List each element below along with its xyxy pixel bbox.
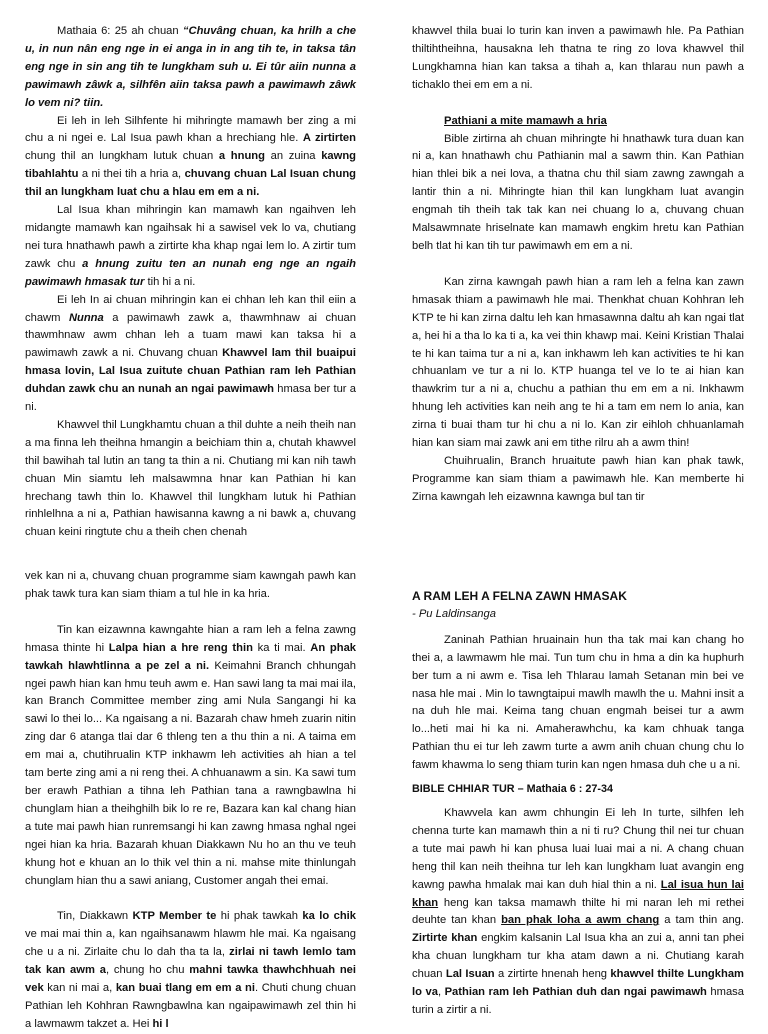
paragraph bbox=[412, 805, 744, 1020]
bold-italic-text: a hnung zuitu ten an nunah eng nge an ngaih pawimawh hmasak tur bbox=[25, 257, 356, 288]
bold-text: kan buai tlang em em a ni bbox=[115, 982, 255, 995]
bold-text: hi l bbox=[152, 1017, 169, 1030]
text-run: chung thil an lungkham lutuk chuan bbox=[25, 150, 219, 163]
bible-reference: BIBLE CHHIAR TUR – Mathaia 6 : 27-34 bbox=[412, 783, 613, 796]
article-title: A RAM LEH A FELNA ZAWN HMASAK bbox=[412, 589, 627, 603]
paragraph bbox=[25, 417, 356, 542]
paragraph bbox=[25, 908, 356, 1033]
bold-text: KTP Member te bbox=[132, 910, 217, 923]
text-run: Tin, Diakkawn bbox=[57, 910, 133, 923]
text-run: ve mai mai thin a, kan ngaihsanawm hlawm hle mai. Ka ngaisang che u a ni. Zirlaite chu lo dah tha ta la, bbox=[25, 928, 356, 959]
text-run: heng kan taksa mamawh thilte hi mi naran leh mi rethei deuhte tan khan bbox=[412, 896, 744, 927]
bold-text: ka lo chik bbox=[302, 910, 356, 923]
top-right-column bbox=[412, 23, 744, 515]
paragraph bbox=[25, 113, 356, 203]
text-run: a tam thin ang. bbox=[659, 914, 744, 927]
paragraph: Zaninah Pathian hruainain hun tha tak mai kan chang ho thei a, a lawmawm hle mai. Tun tum chu in hma a din ka huphurh ber tum a ni awm e. Tisa leh Thlarau lamah Setanan min bei ve nasa hle mai . Min lo tawngtaipui mawlh mawlh the u. Mahni insit a na duh hle mai. Keima tang chuan engmah beisei tur a awm lo...heti mai hi ka ni. Amaherawhchu, ka kam chhuak tanga Pathian thu ei tur leh zawm turte a awm anih chuan chung chu lo fawm khawma lo seng thiam turin kan ngen hmasa duh che u a ni. bbox=[412, 633, 744, 772]
text-run: , chung ho chu bbox=[105, 964, 190, 977]
bold-text: An phak tawkah hlawhtlinna a pe zel a ni. bbox=[25, 641, 357, 672]
bold-text: chuvang chuan Lal Isuan chung thil an lungkham luat chu a hlau em em a ni. bbox=[25, 168, 357, 199]
text-run: a ni thei tih a hria a, bbox=[78, 168, 185, 181]
text-run: . Chuti chung chuan Pathian leh Kohhran Rawngbawlna kan ngaipawimawh zel thin hi a lawmawm takzet a. Hei bbox=[25, 982, 356, 1030]
text-run: hmasa ber tur a ni. bbox=[25, 383, 356, 414]
text-run: Ei leh in leh Silhfente hi mihringte mamawh ber zing a mi chu a ni ngei e. Lal Isua pawh khan a hrechiang hle. bbox=[25, 114, 356, 145]
bold-text: Zirtirte khan bbox=[412, 932, 478, 945]
paragraph bbox=[25, 23, 356, 113]
bold-underline-text: Lal isua hun lai khan bbox=[412, 878, 744, 909]
text-run: ka ti mai. bbox=[252, 641, 311, 654]
bottom-left-column bbox=[25, 568, 357, 1030]
text-run: kan ni mai a, bbox=[43, 982, 116, 995]
spacer bbox=[412, 256, 744, 274]
bold-text: mahni tawka thawhchhuah nei vek bbox=[25, 964, 356, 995]
bold-text: Lalpa hian a hre reng thin bbox=[108, 641, 253, 654]
paragraph: khawvel thila buai lo turin kan inven a pawimawh hle. Pa Pathian thiltihtheihna, hausakna leh thatna te ring zo lova khawvel thil Lungkhamna hian kan taksa a tihah a, kan thlarau nun pawh a tichaklo thei em em a ni. bbox=[412, 25, 744, 91]
subheading: Pathiani a mite mamawh a hria bbox=[444, 114, 607, 127]
bold-text: zirlai ni tawh lemlo tam tak kan awm a bbox=[25, 946, 357, 977]
text-run: Mathaia 6: 25 ah chuan bbox=[57, 25, 183, 37]
paragraph: vek kan ni a, chuvang chuan programme siam kawngah pawh kan phak tawk tura kan siam thiam a tul hle in ka hria. bbox=[25, 570, 356, 600]
text-run: an zuina bbox=[264, 150, 322, 163]
article-author: - Pu Laldinsanga bbox=[412, 607, 496, 620]
subheading-line bbox=[412, 113, 744, 131]
top-left-column bbox=[25, 23, 357, 539]
bold-text: a hnung bbox=[218, 150, 265, 163]
bold-text: khawvel thilte Lungkham lo va bbox=[412, 968, 744, 999]
text-run: a zirtirte hnenah heng bbox=[494, 968, 611, 981]
text-run: Lal Isua khan mihringin kan mamawh kan ngaihven leh midangte mamawh kan ngaihsak hi a sawisel vek lo va, chutiang nei tura hnathawh pawh a zirtirte kha khap ngai lem lo. A zirtir tum zawk chu bbox=[25, 204, 356, 270]
text-run: Khawvel thil Lungkhamtu chuan a thil duhte a neih theih nan a ma finna leh theihna hmangin a beichiam thin a, chutah khawvel thil bawihah tal lutin an tang ta thin a ni. Chutiang mi kan nih tawh chuan Min siamtu leh malsawmna hnar kan Pathian hi kan hrechang tawh thin lo. Khawvel thil lungkham lutuk hi Pathian rinhlelhna a ni a, Pathian hawisanna kawng a ni bawk a, chuvang chuan keini ringtute chu a theih chen chenah bbox=[25, 418, 356, 539]
text-run: tih hi a ni. bbox=[144, 275, 196, 288]
quote-text: “Chuvâng chuan, ka hrilh a che u, in nun nân eng nge in ei anga in in ang tih te, in taksa tân eng nge in sin ang tih te lungkham suh u. Ei tûr aiin nunna a pawimawh zâwk a, silhfên aiin taksa pawh a pawimawh zâwk lo vem ni? tiin. bbox=[25, 25, 356, 109]
text-run: Khawvela kan awm chhungin Ei leh In turte, silhfen leh chenna turte kan mamawh thin a ni ti ru? Chung thil nei tur chuan a tute mai pawh hi kan phusa luai luai mai a ni. A chang chuan heng thil kan neih theihna tur leh kan lungkham luat avangin eng kawng pawha hmalak mai kan duh hial thin a ni. bbox=[412, 806, 744, 891]
bold-underline-text: ban phak loha a awm chang bbox=[501, 914, 660, 927]
bold-text: Pathian ram leh Pathian duh dan ngai pawimawh bbox=[444, 986, 707, 999]
bold-italic-text: Nunna bbox=[68, 311, 104, 324]
text-run: Ei leh In ai chuan mihringin kan ei chhan leh kan thil eiin a chawm bbox=[25, 293, 356, 324]
bold-text: kawng tibahlahtu bbox=[25, 150, 357, 181]
text-run: , bbox=[437, 986, 445, 999]
text-run: Tin kan eizawnna kawngahte hian a ram leh a felna zawng hmasa thinte hi bbox=[25, 623, 356, 654]
paragraph bbox=[25, 292, 356, 417]
paragraph: Kan zirna kawngah pawh hian a ram leh a felna kan zawn hmasak thiam a pawimawh hle mai. Thenkhat chuan Kohhran leh KTP te hi kan zirna daltu leh kan hmasawnna daltu ah kan ngai tlat a, hei hi a tha lo ka ti a, ka vei thin khawp mai. Keini Kristian Thalai te hi kan taima tur a ni a, kan inkhawm leh kan activities te hi kan chhuanlam ve tur a ni lo. KTP huanga tel ve lo te ai hian kan thawkrim tur a ni a, chuchu a pathian thu em em a ni. Inkhawm hhung leh activities kan neih ang te hi a tam em nem lo ania, kan zirna ti buai tham tur hi chu a ni lo. Kan zir eihloh chhuanlamah hian kan siam mai zawk ani em tithe rilru ah a awm thin! bbox=[412, 275, 744, 450]
text-run: engkim kalsanin Lal Isua kha an zui a, anni tan phei kha chuan lungkham tur kha atam dawn a ni. Chutiang karah chuan bbox=[412, 932, 744, 981]
paragraph: Bible zirtirna ah chuan mihringte hi hnathawk tura duan kan ni a, kan hnathawh chu Pathianin mal a sawm thin. Kan Pathian hian thlei bik a nei lova, a thatna chu thil siam zawng zawngah a lantir thin a ni. Mihringte hian thil kan lungkham luat avangin engmah tih theih tak tak kan nei chuang lo a, chuvang chuan Malsawmnate hriselnate kan mamawh engkim hretu kan Pathian belh tlat hi kan tih tur pawimawh em em a ni. bbox=[412, 132, 744, 252]
bold-text: A zirtirten bbox=[302, 132, 356, 145]
text-run: a pawimawh zawk a, thawmhnaw ai chuan thawmhnaw awm chhan leh a tuam mawi kan taksa hi a pawimawh zawk a ni. Chuvang chuan bbox=[25, 311, 356, 360]
text-run: Keimahni Branch chhungah ngei pawh hian kan hmu teuh awm e. Han sawi lang ta mai mai ila, kan Branch Committee member zing ami Nula Sangangi hi ka sawi lo thei lo... Ka ngaisang a ni. Bazarah chaw hmeh zuarin nitin zing dar 6 atanga tlai dar 6 thleng ten a thu thin a ni. A taima em em mai a, chutihrualin KTP inkhawm leh activities ah hian a tel tam berte zing ami a ni reng thei. A chhuanawm a sin. Ka sawi tum ber erawh Pathian a tihna leh Pathian tana a rawngbawlna hi chunglam hian a theihghilh bik lo re re, Bazara kan kal chang hian a tute mai pawh hian runremsangi hi kan zawng hmasa nghal ngei ngei hian ka hria. Bazarah khuan Diakkawn Nu ho an thu ve teuh khung hot e khuan an lo thik vel thin a ni. mahse mite thinlungah chunglam hian thu a sawi aniang, Customer angah thei emai. bbox=[25, 659, 356, 887]
spacer bbox=[412, 624, 744, 632]
paragraph bbox=[25, 202, 356, 292]
bold-text: Khawvel lam thil buaipui hmasa lovin, Lal Isua zuitute chuan Pathian ram leh Pathian duhdan zawk chu an nunah an ngai pawimawh bbox=[25, 347, 356, 396]
paragraph: Chuihrualin, Branch hruaitute pawh hian kan phak tawk, Programme kan siam thiam a pawimawh hle. Kan memberte hi Zirna kawngah leh eizawnna kawnga bul tan tir bbox=[412, 454, 744, 503]
paragraph bbox=[25, 622, 356, 891]
bottom-right-column bbox=[412, 588, 744, 1020]
spacer bbox=[25, 890, 356, 908]
text-run: hi phak tawkah bbox=[216, 910, 303, 923]
bold-text: Lal Isuan bbox=[445, 968, 495, 981]
spacer bbox=[412, 95, 744, 113]
text-run: hmasa turin a zirtir a ni. bbox=[412, 986, 744, 1016]
spacer bbox=[25, 604, 356, 622]
